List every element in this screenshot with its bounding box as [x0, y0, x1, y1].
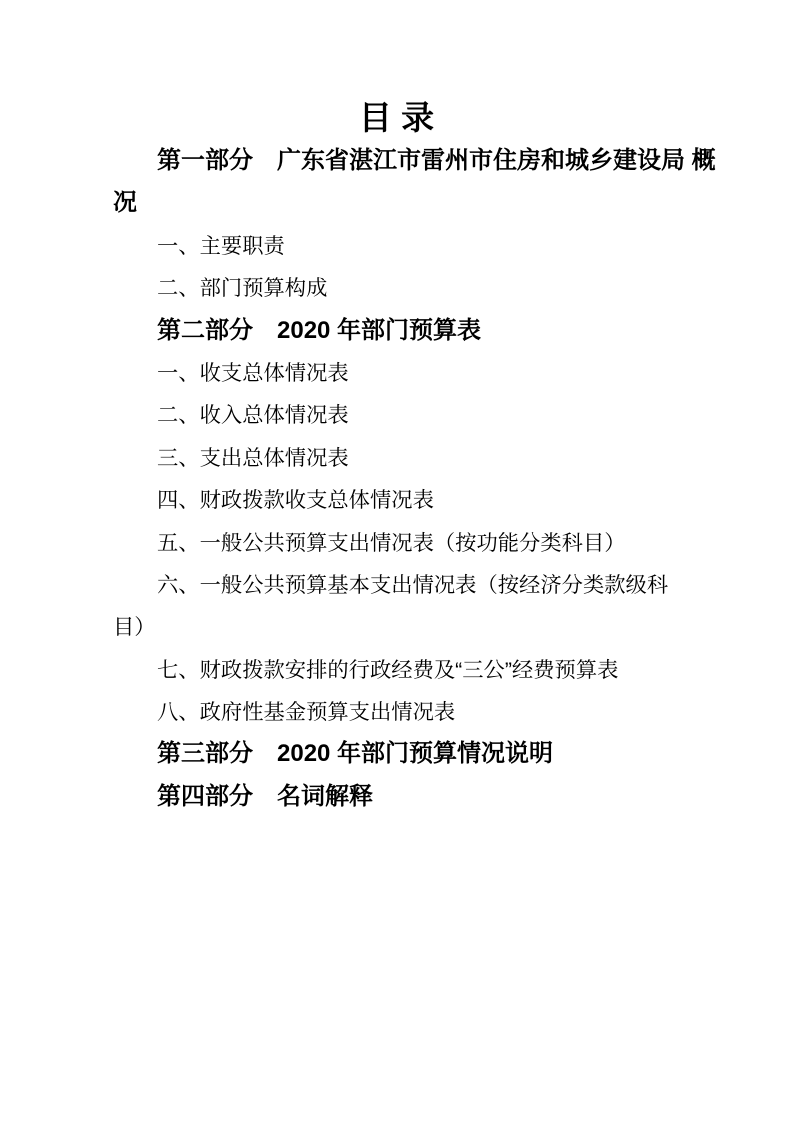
- toc-item-general-public-budget-basic-expenditure-table: 六、一般公共预算基本支出情况表（按经济分类款级科: [157, 572, 669, 597]
- toc-item-revenue-expenditure-overview-table: 一、收支总体情况表: [157, 360, 349, 385]
- toc-item-fiscal-appropriation-overview-table: 四、财政拨款收支总体情况表: [157, 488, 434, 513]
- toc-item-government-fund-budget-expenditure-table: 八、政府性基金预算支出情况表: [157, 700, 456, 725]
- toc-item-general-public-budget-basic-expenditure-continuation: 目）: [113, 615, 156, 640]
- toc-part1-heading-continuation: 况: [113, 189, 137, 217]
- toc-item-department-budget-composition: 二、部门预算构成: [157, 276, 328, 301]
- toc-part1-heading: 第一部分 广东省湛江市雷州市住房和城乡建设局 概: [157, 147, 716, 174]
- toc-item-revenue-overview-table: 二、收入总体情况表: [157, 403, 349, 428]
- toc-item-admin-and-three-public-expenses-table: 七、财政拨款安排的行政经费及“三公”经费预算表: [157, 657, 619, 682]
- toc-item-general-public-budget-expenditure-table: 五、一般公共预算支出情况表（按功能分类科目）: [157, 530, 626, 555]
- toc-content: [113, 0, 716, 818]
- toc-part2-heading: 第二部分 2020 年部门预算表: [157, 316, 482, 344]
- toc-part3-heading: 第三部分 2020 年部门预算情况说明: [157, 740, 554, 768]
- toc-item-expenditure-overview-table: 三、支出总体情况表: [157, 445, 349, 470]
- toc-item-main-duties: 一、主要职责: [157, 233, 285, 258]
- toc-part4-heading: 第四部分 名词解释: [157, 782, 373, 810]
- page-title: 目 录: [358, 99, 435, 136]
